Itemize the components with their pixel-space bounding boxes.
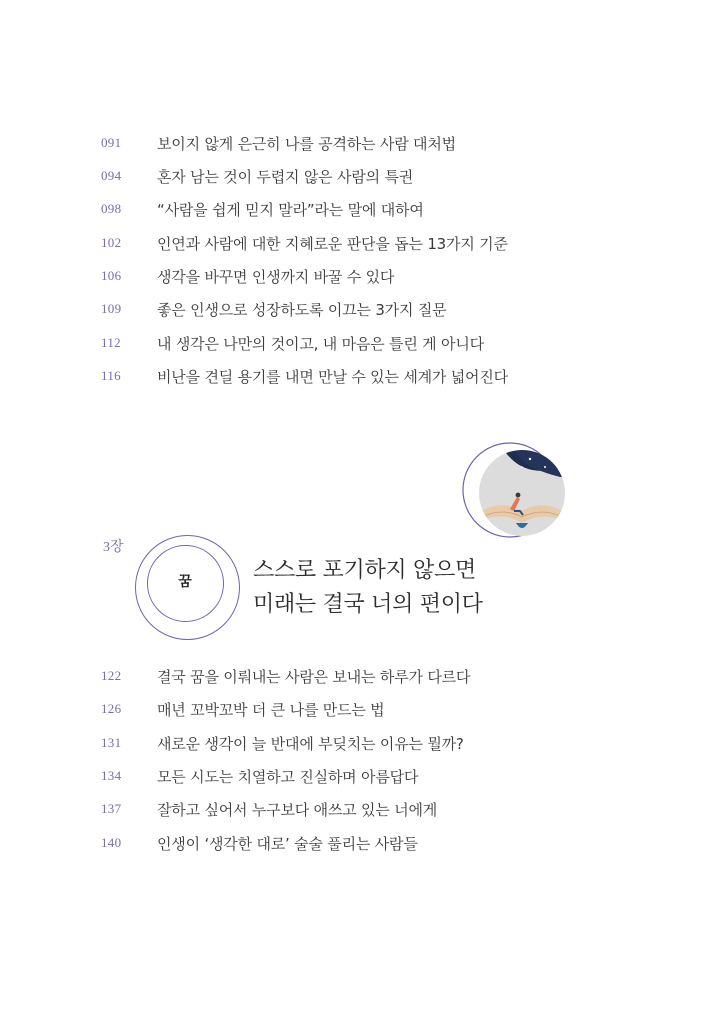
toc-entry[interactable]	[0, 328, 715, 358]
entry-title: 새로운 생각이 늘 반대에 부딪치는 이유는 뭘까?	[157, 734, 464, 753]
chapter-title	[253, 554, 483, 622]
page-number: 126	[101, 701, 122, 716]
entry-title: 인생이 ‘생각한 대로’ 술술 풀리는 사람들	[157, 834, 418, 853]
chapter-title-line2: 미래는 결국 너의 편이다	[253, 592, 483, 617]
chapter-label: 3장	[103, 540, 124, 555]
entry-title: 모든 시도는 치열하고 진실하며 아름답다	[157, 767, 419, 786]
page-number: 134	[101, 768, 122, 783]
toc-entry[interactable]	[0, 128, 715, 158]
toc-entry[interactable]	[0, 694, 715, 724]
toc-entry[interactable]	[0, 761, 715, 791]
toc-entry[interactable]	[0, 361, 715, 391]
entry-title: 잘하고 싶어서 누구보다 애쓰고 있는 너에게	[157, 800, 438, 819]
toc-entry[interactable]	[0, 728, 715, 758]
entry-title: 생각을 바꾸면 인생까지 바꿀 수 있다	[157, 267, 395, 286]
page-number: 116	[101, 368, 121, 383]
toc-entry[interactable]	[0, 828, 715, 858]
page-number: 140	[101, 835, 122, 850]
entry-title: 매년 꼬박꼬박 더 큰 나를 만드는 법	[157, 700, 385, 719]
toc-entry[interactable]	[0, 661, 715, 691]
page-number: 102	[101, 235, 122, 250]
entry-title: 보이지 않게 은근히 나를 공격하는 사람 대처법	[157, 134, 456, 153]
toc-entry[interactable]	[0, 228, 715, 258]
entry-title: 결국 꿈을 이뤄내는 사람은 보내는 하루가 다르다	[157, 667, 471, 686]
page-number: 122	[101, 668, 122, 683]
toc-entry[interactable]	[0, 794, 715, 824]
chapter-illustration	[460, 437, 580, 547]
illustration-scene	[470, 445, 580, 547]
page-number: 137	[101, 801, 122, 816]
toc-entry[interactable]	[0, 294, 715, 324]
entry-title: 혼자 남는 것이 두렵지 않은 사람의 특권	[157, 167, 414, 186]
entry-title: 비난을 견딜 용기를 내면 만날 수 있는 세계가 넓어진다	[157, 367, 508, 386]
page-number: 098	[101, 201, 122, 216]
page-number: 091	[101, 135, 122, 150]
page-number: 112	[101, 335, 121, 350]
entry-title: 인연과 사람에 대한 지혜로운 판단을 돕는 13가지 기준	[157, 234, 508, 253]
toc-entry[interactable]	[0, 161, 715, 191]
entry-title: 내 생각은 나만의 것이고, 내 마음은 틀린 게 아니다	[157, 334, 484, 353]
chapter-title-line1: 스스로 포기하지 않으면	[253, 558, 476, 583]
entry-title: “사람을 쉽게 믿지 말라”라는 말에 대하여	[157, 200, 424, 219]
entry-title: 좋은 인생으로 성장하도록 이끄는 3가지 질문	[157, 300, 447, 319]
page-number: 094	[101, 168, 122, 183]
chapter-word: 꿈	[178, 574, 192, 590]
page-number: 109	[101, 301, 122, 316]
page-number: 131	[101, 735, 122, 750]
toc-entry[interactable]	[0, 261, 715, 291]
page-number: 106	[101, 268, 122, 283]
toc-entry[interactable]	[0, 194, 715, 224]
